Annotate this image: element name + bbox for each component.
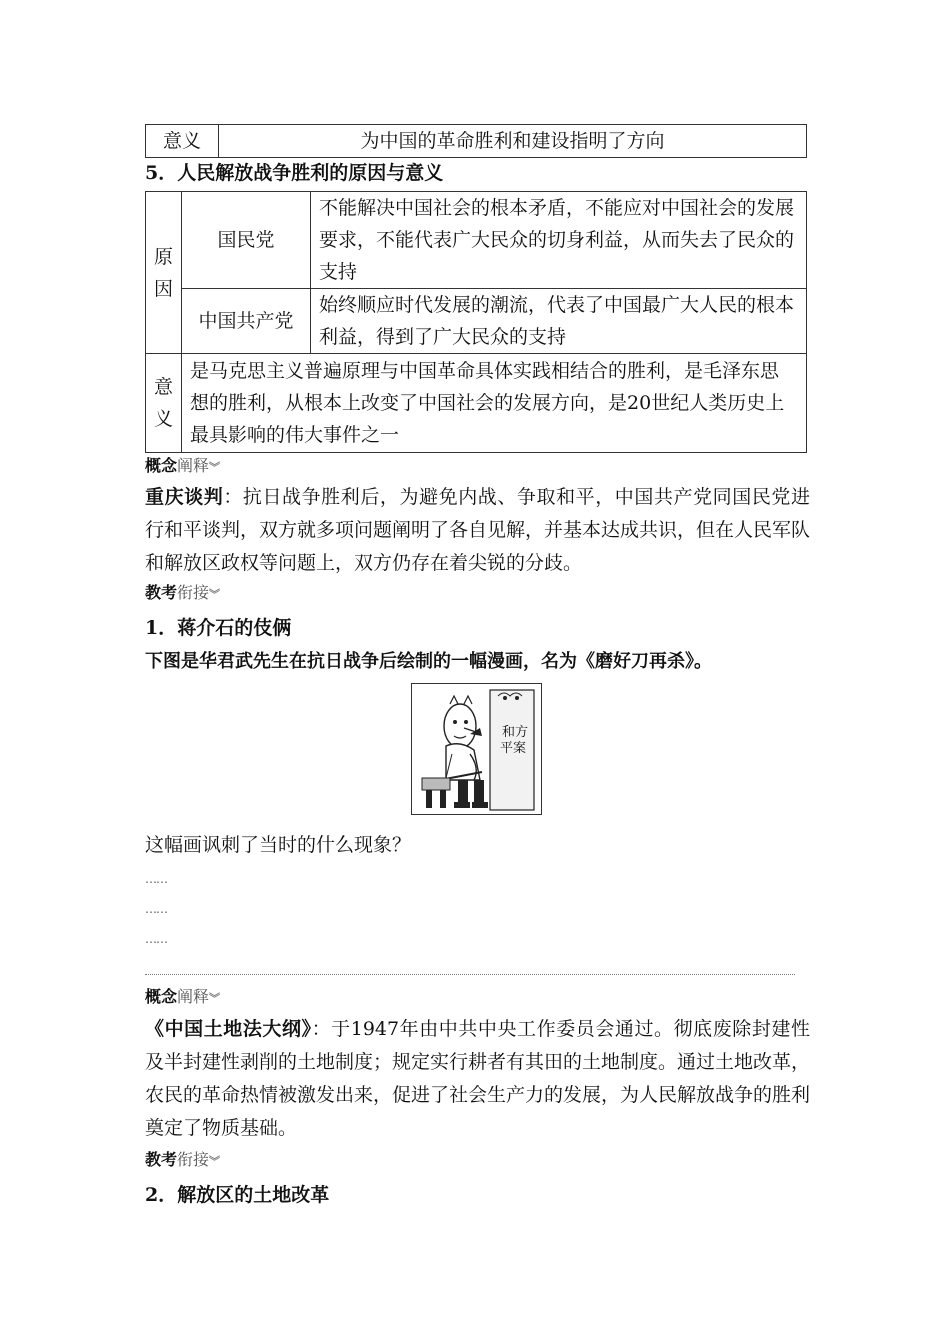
teach1-question: 这幅画讽刺了当时的什么现象？ [145, 834, 412, 856]
teach-label: 教考衔接︾ [145, 583, 221, 602]
chevron-down-icon: ︾ [209, 992, 221, 1005]
divider [145, 974, 795, 975]
chevron-down-icon: ︾ [209, 1155, 221, 1168]
ccp-text: 始终顺应时代发展的潮流，代表了中国最广大人民的根本利益，得到了广大民众的支持 [311, 289, 807, 354]
cartoon-sign-line2: 平案 [500, 741, 527, 756]
answer-line: …… [145, 902, 167, 916]
teach2-heading: 2．解放区的土地改革 [145, 1184, 330, 1206]
meaning-label: 意 义 [146, 354, 182, 453]
concept1-term: 重庆谈判 [145, 486, 224, 508]
meaning-text: 是马克思主义普遍原理与中国革命具体实践相结合的胜利，是毛泽东思想的胜利，从根本上改变了中国社会的发展方向，是20世纪人类历史上最具影响的伟大事件之一 [182, 354, 807, 453]
cartoon-image [411, 683, 542, 815]
kmt-label: 国民党 [182, 192, 311, 289]
reason-label: 原 因 [146, 192, 182, 354]
victory-table [145, 191, 807, 453]
answer-line: …… [145, 872, 167, 886]
teach-label: 教考衔接︾ [145, 1150, 221, 1169]
significance-label: 意义 [146, 125, 219, 158]
chevron-down-icon: ︾ [209, 588, 221, 601]
answer-line: …… [145, 932, 167, 946]
ccp-label: 中国共产党 [182, 289, 311, 354]
concept-label: 概念阐释︾ [145, 987, 221, 1006]
kmt-text: 不能解决中国社会的根本矛盾，不能应对中国社会的发展要求，不能代表广大民众的切身利益，从而失去了民众的支持 [311, 192, 807, 289]
cartoon-illustration [412, 684, 541, 814]
significance-content: 为中国的革命胜利和建设指明了方向 [219, 125, 807, 158]
concept2-term: 《中国土地法大纲》 [145, 1018, 312, 1040]
teach1-intro: 下图是华君武先生在抗日战争后绘制的一幅漫画，名为《磨好刀再杀》。 [145, 651, 712, 672]
concept-label: 概念阐释︾ [145, 456, 221, 475]
chevron-down-icon: ︾ [209, 461, 221, 474]
cartoon-sign-line1: 和方 [502, 725, 529, 740]
concept1-paragraph: 重庆谈判：抗日战争胜利后，为避免内战、争取和平，中国共产党同国民党进行和平谈判，双方就多项问题阐明了各自见解，并基本达成共识，但在人民军队和解放区政权等问题上，双方仍存在着尖锐的分歧。 [145, 486, 811, 574]
teach1-heading: 1．蒋介石的伎俩 [145, 617, 292, 639]
concept2-paragraph: 《中国土地法大纲》：于1947年由中共中央工作委员会通过。彻底废除封建性及半封建性剥削的土地制度；规定实行耕者有其田的土地制度。通过土地改革，农民的革命热情被激发出来，促进了社会生产力的发展，为人民解放战争的胜利奠定了物质基础。 [145, 1018, 811, 1139]
section5-heading: 5．人民解放战争胜利的原因与意义 [145, 162, 444, 184]
significance-table [145, 124, 807, 158]
